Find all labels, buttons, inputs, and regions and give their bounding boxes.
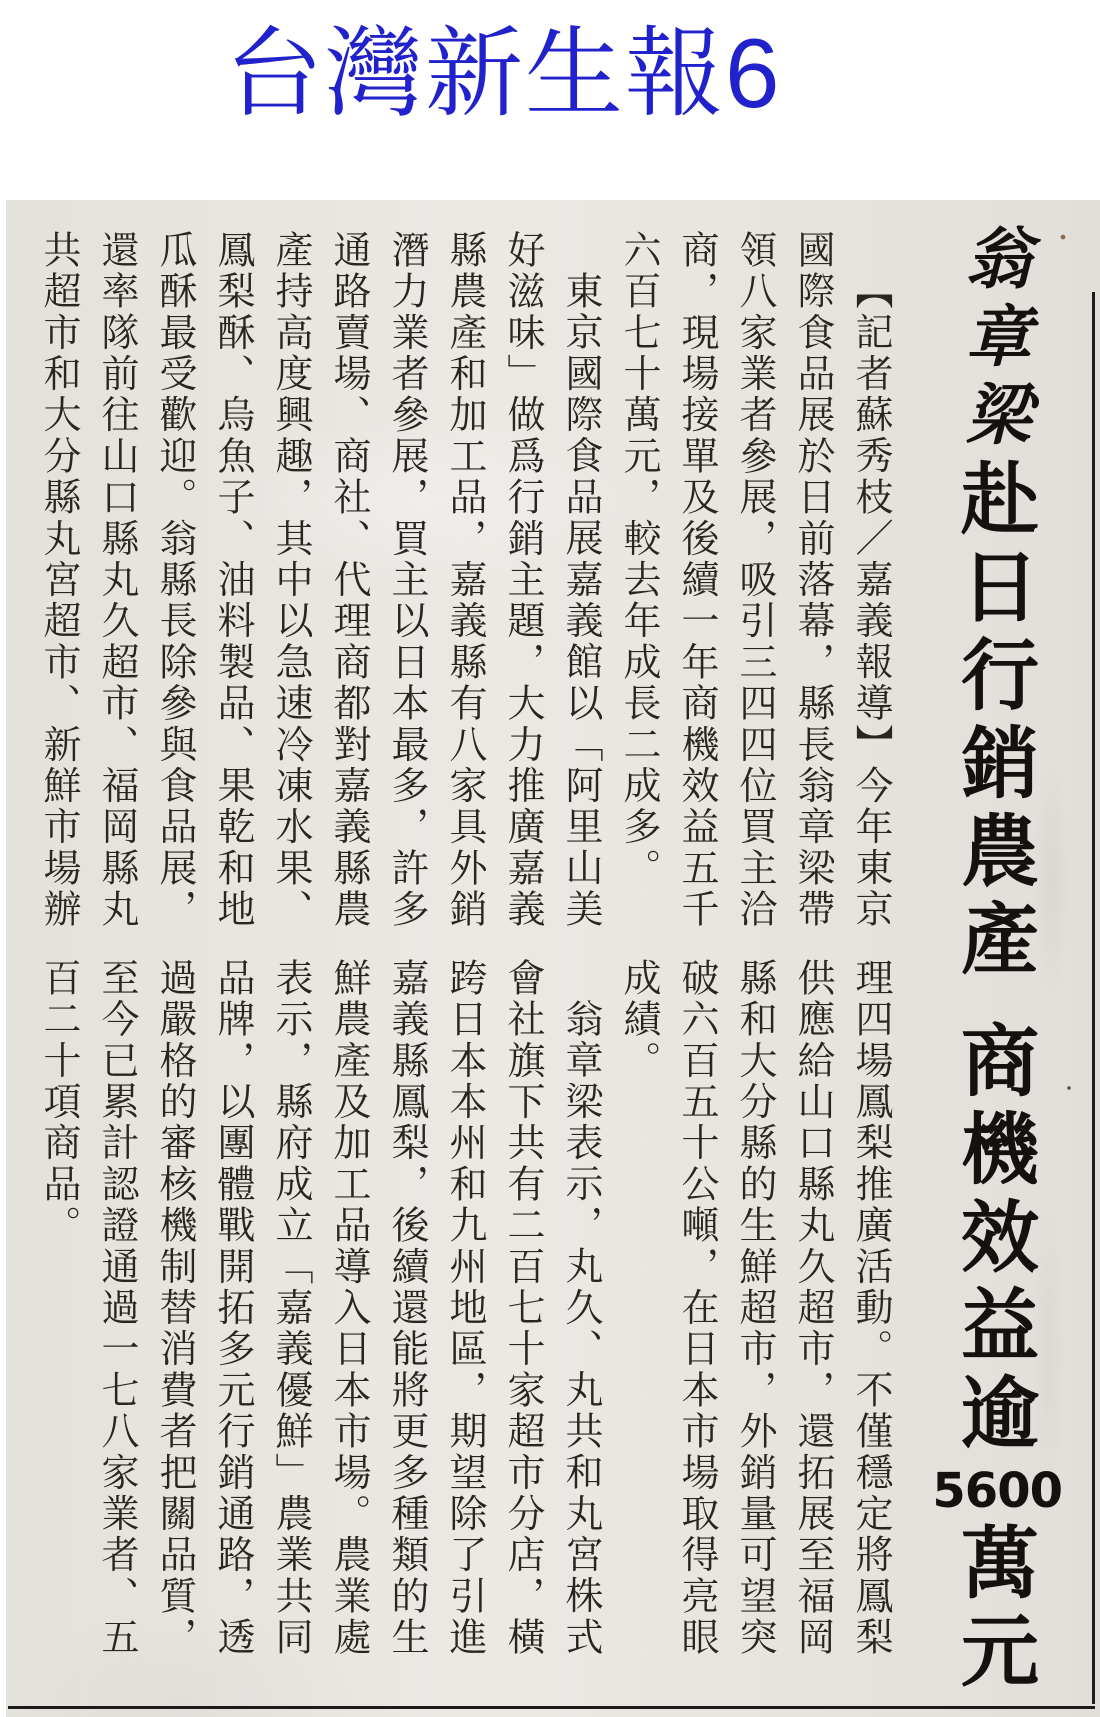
article-paragraph-3: 翁章梁表示，丸久、丸共和丸宮株式會社旗下共有二百七十家超市分店，橫跨日本本州和九州地區，期望除了引進嘉義縣鳳梨，後續還能將更多種類的生鮮農產及加工品導入日本市場。農業處表示，縣府成立「嘉義優鮮」農業共同品牌，以團體戰開拓多元行銷通路，透過嚴格的審核機制替消費者把關品質，至今已累計認證通過一七八家業者、五百二十項商品。 — [37, 958, 601, 1659]
newspaper-clipping — [6, 200, 1100, 1717]
clipping-right-border — [1092, 292, 1095, 1704]
article-top-band — [27, 230, 899, 938]
headline-line2: 商機效益逾 — [947, 1020, 1038, 1460]
headline-amount: 5600 — [932, 1463, 1062, 1519]
headline-official-name: 翁章梁 — [953, 224, 1032, 458]
headline-line1: 赴日行銷農產 — [947, 458, 1038, 986]
headline — [932, 224, 1062, 1710]
article-paragraph-2: 東京國際食品展嘉義館以「阿里山美好滋味」做爲行銷主題，大力推廣嘉義縣農產和加工品，嘉義縣有八家具外銷潛力業者參展，買主以日本最多，許多通路賣場、商社、代理商都對嘉義縣農產持高度興趣，其中以急速冷凍水果、鳳梨酥、烏魚子、油料製品、果乾和地瓜酥最受歡迎。翁縣長除參與食品展，還率隊前往山口縣丸久超市、福岡縣丸共超市和大分縣丸宮超市、新鮮市場辦 — [37, 230, 601, 931]
headline-unit: 萬元 — [947, 1522, 1038, 1698]
article-bottom-band — [27, 958, 899, 1666]
article-paragraph-1: 【記者蘇秀枝／嘉義報導】今年東京國際食品展於日前落幕，縣長翁章梁帶領八家業者參展，吸引三四四位買主洽商，現場接單及後續一年商機效益五千六百七十萬元，較去年成長二成多。 — [617, 230, 891, 931]
clipping-bottom-border — [8, 1706, 1095, 1709]
article-paragraph-2-continued: 理四場鳳梨推廣活動。不僅穩定將鳳梨供應給山口縣丸久超市，還拓展至福岡縣和大分縣的生鮮超市，外銷量可望突破六百五十公噸，在日本市場取得亮眼成績。 — [617, 958, 891, 1659]
page-title: 台灣新生報6 — [225, 18, 782, 128]
headline-gap — [992, 986, 994, 1020]
